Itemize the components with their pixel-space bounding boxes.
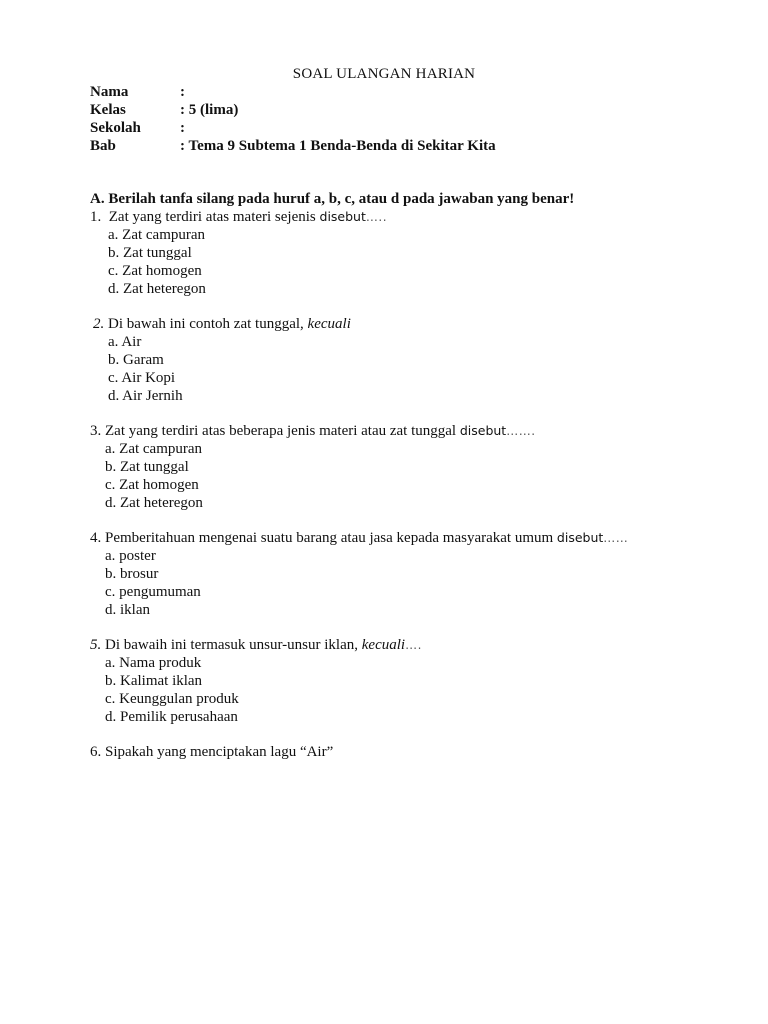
option-4a: a. poster: [105, 548, 156, 564]
header-bab-label: Bab: [90, 138, 116, 154]
question-2: [93, 315, 351, 333]
option-5d: d. Pemilik perusahaan: [105, 709, 238, 725]
header-nama-value: :: [180, 84, 185, 100]
question-text: Di bawah ini contoh zat tunggal,: [108, 316, 304, 332]
option-1d: d. Zat heteregon: [108, 281, 206, 297]
question-emphasis: kecuali: [307, 316, 351, 332]
question-number: 2.: [93, 316, 105, 332]
option-2a: a. Air: [108, 334, 142, 350]
question-dots: …….: [506, 424, 536, 438]
option-2b: b. Garam: [108, 352, 164, 368]
question-dots: ……: [603, 531, 629, 545]
question-text: Di bawaih ini termasuk unsur-unsur iklan,: [105, 637, 358, 653]
option-2c: c. Air Kopi: [108, 370, 176, 386]
option-1c: c. Zat homogen: [108, 263, 202, 279]
option-5b: b. Kalimat iklan: [105, 673, 203, 689]
option-1b: b. Zat tunggal: [108, 245, 192, 261]
question-3: [90, 422, 536, 440]
header-kelas-value: : 5 (lima): [180, 102, 239, 118]
option-3b: b. Zat tunggal: [105, 459, 189, 475]
question-4: [90, 529, 628, 547]
option-4b: b. brosur: [105, 566, 159, 582]
question-suffix: disebut: [319, 209, 366, 224]
question-text: Zat yang terdiri atas materi sejenis: [108, 209, 316, 225]
header-nama-row: [90, 83, 185, 101]
question-number: 5.: [90, 637, 102, 653]
header-kelas-row: [90, 101, 238, 119]
header-bab-value: : Tema 9 Subtema 1 Benda-Benda di Sekitar Kita: [180, 138, 496, 154]
question-6: [90, 743, 333, 761]
question-text: Pemberitahuan mengenai suatu barang atau jasa kepada masyarakat umum: [105, 530, 554, 546]
question-1: [90, 208, 387, 226]
header-sekolah-row: [90, 119, 185, 137]
document-title: SOAL ULANGAN HARIAN: [292, 66, 476, 82]
option-3d: d. Zat heteregon: [105, 495, 203, 511]
question-dots: ….: [405, 638, 422, 652]
question-text: Sipakah yang menciptakan lagu “Air”: [105, 744, 334, 760]
question-emphasis: kecuali: [361, 637, 406, 653]
question-number: 3.: [90, 423, 102, 439]
question-5: [90, 636, 422, 654]
question-suffix: disebut: [556, 530, 604, 545]
option-2d: d. Air Jernih: [108, 388, 183, 404]
option-3a: a. Zat campuran: [105, 441, 203, 457]
option-1a: a. Zat campuran: [108, 227, 206, 243]
header-nama-label: Nama: [90, 84, 129, 100]
option-4c: c. pengumuman: [105, 584, 201, 600]
question-text: Zat yang terdiri atas beberapa jenis materi atau zat tunggal: [105, 423, 457, 439]
question-suffix: disebut: [459, 423, 507, 438]
section-a-instruction: A. Berilah tanfa silang pada huruf a, b, c, atau d pada jawaban yang benar!: [90, 191, 575, 207]
option-5c: c. Keunggulan produk: [105, 691, 239, 707]
option-3c: c. Zat homogen: [105, 477, 199, 493]
header-bab-row: [90, 137, 496, 155]
question-number: 4.: [90, 530, 102, 546]
header-kelas-label: Kelas: [90, 102, 126, 118]
header-sekolah-value: :: [180, 120, 185, 136]
question-number: 6.: [90, 744, 102, 760]
header-sekolah-label: Sekolah: [90, 120, 141, 136]
option-4d: d. iklan: [105, 602, 150, 618]
option-5a: a. Nama produk: [105, 655, 202, 671]
question-number: 1.: [90, 209, 102, 225]
question-dots: …..: [365, 210, 388, 224]
